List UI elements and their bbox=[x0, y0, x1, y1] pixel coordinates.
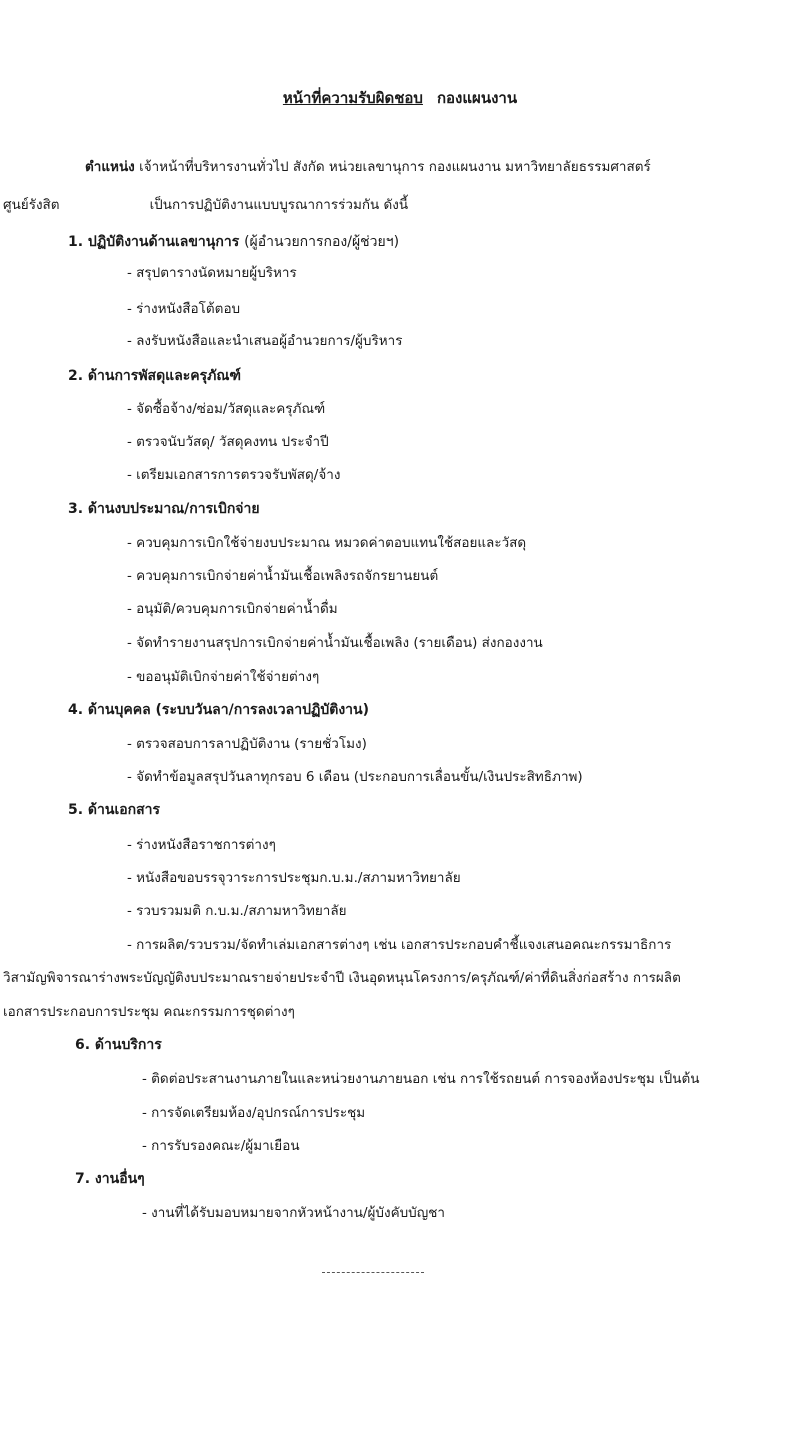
section-3-item-1: - ควบคุมการเบิกใช้จ่ายงบประมาณ หมวดค่าตอบแทนใช้สอยและวัสดุ bbox=[127, 535, 527, 551]
intro-line-2 bbox=[3, 196, 408, 214]
section-6-item-1: - ติดต่อประสานงานภายในและหน่วยงานภายนอก เช่น การใช้รถยนต์ การจองห้องประชุม เป็นต้น bbox=[142, 1071, 700, 1087]
section-5-continuation-1: วิสามัญพิจารณาร่างพระบัญญัติงบประมาณรายจ่ายประจำปี เงินอุดหนุนโครงการ/ครุภัณฑ์/ค่าที่ดินสิ่งก่อสร้าง การผลิต bbox=[3, 970, 681, 986]
end-divider bbox=[322, 1272, 424, 1273]
section-3-item-4: - จัดทำรายงานสรุปการเบิกจ่ายค่าน้ำมันเชื้อเพลิง (รายเดือน) ส่งกองงาน bbox=[127, 635, 543, 651]
section-5-continuation-2: เอกสารประกอบการประชุม คณะกรรมการชุดต่างๆ bbox=[3, 1004, 295, 1020]
section-1-item-3: - ลงรับหนังสือและนำเสนอผู้อำนวยการ/ผู้บริหาร bbox=[127, 333, 403, 349]
section-7-heading: 7. งานอื่นๆ bbox=[75, 1171, 145, 1187]
section-5-item-1: - ร่างหนังสือราชการต่างๆ bbox=[127, 837, 276, 853]
section-7-item-1: - งานที่ได้รับมอบหมายจากหัวหน้างาน/ผู้บังคับบัญชา bbox=[142, 1205, 445, 1221]
section-6-item-2: - การจัดเตรียมห้อง/อุปกรณ์การประชุม bbox=[142, 1105, 366, 1121]
section-1-heading bbox=[68, 233, 399, 251]
intro-text-2b: เป็นการปฏิบัติงานแบบบูรณาการร่วมกัน ดังนี้ bbox=[149, 197, 409, 213]
intro-line-1 bbox=[85, 158, 651, 176]
title-unit: กองแผนงาน bbox=[436, 89, 518, 107]
section-5-item-3: - รวบรวมมติ ก.บ.ม./สภามหาวิทยาลัย bbox=[127, 903, 347, 919]
section-2-item-2: - ตรวจนับวัสดุ/ วัสดุคงทน ประจำปี bbox=[127, 434, 329, 450]
section-3-item-2: - ควบคุมการเบิกจ่ายค่าน้ำมันเชื้อเพลิงรถจักรยานยนต์ bbox=[127, 568, 439, 584]
section-5-heading: 5. ด้านเอกสาร bbox=[68, 802, 161, 818]
page-title bbox=[0, 86, 800, 110]
title-underlined: หน้าที่ความรับผิดชอบ bbox=[282, 89, 423, 107]
section-5-item-4: - การผลิต/รวบรวม/จัดทำเล่มเอกสารต่างๆ เช่น เอกสารประกอบคำชี้แจงเสนอคณะกรรมาธิการ bbox=[127, 937, 672, 953]
section-1-item-2: - ร่างหนังสือโต้ตอบ bbox=[127, 301, 241, 317]
section-4-item-2: - จัดทำข้อมูลสรุปวันลาทุกรอบ 6 เดือน (ประกอบการเลื่อนขั้น/เงินประสิทธิภาพ) bbox=[127, 769, 583, 785]
section-3-item-3: - อนุมัติ/ควบคุมการเบิกจ่ายค่าน้ำดื่ม bbox=[127, 601, 338, 617]
section-2-heading: 2. ด้านการพัสดุและครุภัณฑ์ bbox=[68, 368, 242, 384]
section-3-item-5: - ขออนุมัติเบิกจ่ายค่าใช้จ่ายต่างๆ bbox=[127, 669, 320, 685]
section-2-item-1: - จัดซื้อจ้าง/ซ่อม/วัสดุและครุภัณฑ์ bbox=[127, 401, 326, 417]
section-6-item-3: - การรับรองคณะ/ผู้มาเยือน bbox=[142, 1138, 300, 1154]
section-1-item-1: - สรุปตารางนัดหมายผู้บริหาร bbox=[127, 265, 297, 281]
section-6-heading: 6. ด้านบริการ bbox=[75, 1037, 162, 1053]
section-5-item-2: - หนังสือขอบรรจุวาระการประชุมก.บ.ม./สภามหาวิทยาลัย bbox=[127, 870, 461, 886]
intro-label: ตำแหน่ง bbox=[85, 159, 135, 175]
section-3-heading: 3. ด้านงบประมาณ/การเบิกจ่าย bbox=[68, 501, 260, 517]
section-1-heading-text: 1. ปฏิบัติงานด้านเลขานุการ bbox=[68, 234, 240, 250]
intro-text-1: เจ้าหน้าที่บริหารงานทั่วไป สังกัด หน่วยเลขานุการ กองแผนงาน มหาวิทยาลัยธรรมศาสตร์ bbox=[139, 159, 651, 175]
section-4-item-1: - ตรวจสอบการลาปฏิบัติงาน (รายชั่วโมง) bbox=[127, 736, 367, 752]
section-1-heading-note: (ผู้อำนวยการกอง/ผู้ช่วยฯ) bbox=[244, 234, 400, 250]
section-4-heading: 4. ด้านบุคคล (ระบบวันลา/การลงเวลาปฏิบัติงาน) bbox=[68, 702, 370, 718]
intro-text-2a: ศูนย์รังสิต bbox=[3, 197, 60, 213]
section-2-item-3: - เตรียมเอกสารการตรวจรับพัสดุ/จ้าง bbox=[127, 467, 341, 483]
